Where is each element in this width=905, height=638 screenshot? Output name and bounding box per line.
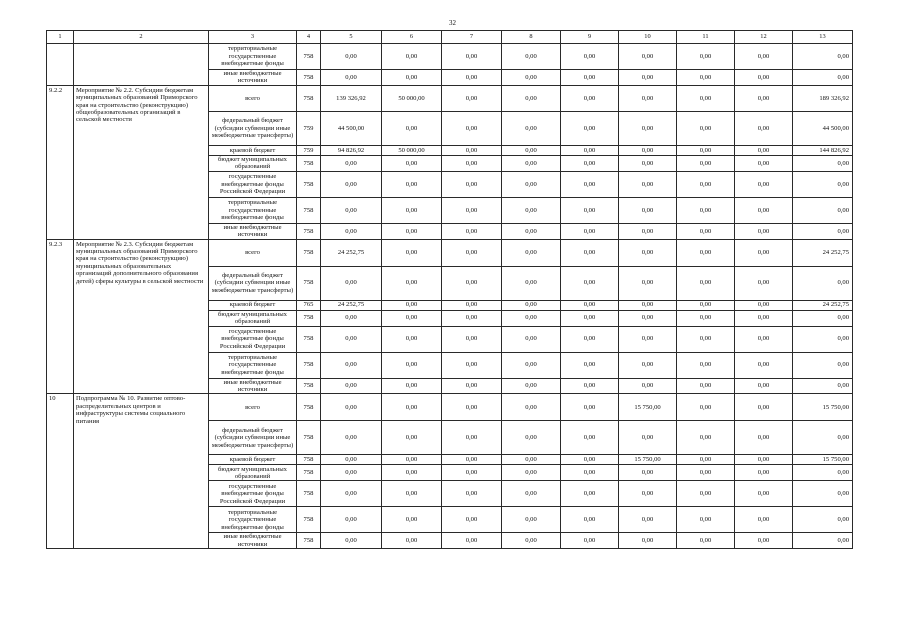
year-value: 0,00 [561, 145, 619, 155]
budget-code: 758 [297, 455, 321, 465]
year-value: 139 326,92 [321, 85, 382, 111]
funding-source: краевой бюджет [209, 455, 297, 465]
year-value: 0,00 [382, 481, 442, 507]
funding-source: всего [209, 394, 297, 421]
year-value: 0,00 [561, 239, 619, 266]
year-value: 0,00 [561, 155, 619, 171]
year-value: 0,00 [321, 465, 382, 481]
year-value: 0,00 [321, 421, 382, 455]
column-number-header: 1 [47, 31, 74, 44]
year-value: 0,00 [677, 507, 735, 533]
year-value: 0,00 [442, 155, 502, 171]
year-value: 0,00 [382, 455, 442, 465]
year-value: 0,00 [382, 507, 442, 533]
funding-source: всего [209, 239, 297, 266]
total-value: 0,00 [793, 197, 853, 223]
funding-source: бюджет муниципальных образований [209, 155, 297, 171]
table-row [47, 239, 853, 266]
column-number-header: 3 [209, 31, 297, 44]
year-value: 0,00 [442, 455, 502, 465]
year-value: 0,00 [735, 44, 793, 70]
year-value: 0,00 [442, 145, 502, 155]
year-value: 0,00 [382, 111, 442, 145]
year-value: 0,00 [321, 533, 382, 549]
year-value: 0,00 [382, 465, 442, 481]
year-value: 0,00 [502, 111, 561, 145]
year-value: 0,00 [735, 326, 793, 352]
table-row [47, 44, 853, 70]
year-value: 0,00 [677, 310, 735, 326]
year-value: 0,00 [442, 465, 502, 481]
funding-source: федеральный бюджет (субсидии субвенции иные межбюджетные трансферты) [209, 421, 297, 455]
year-value: 0,00 [735, 507, 793, 533]
item-name [74, 44, 209, 86]
year-value: 0,00 [502, 145, 561, 155]
funding-source: иные внебюджетные источники [209, 70, 297, 86]
year-value: 0,00 [735, 352, 793, 378]
year-value: 0,00 [677, 481, 735, 507]
budget-code: 758 [297, 394, 321, 421]
total-value: 15 750,00 [793, 394, 853, 421]
year-value: 0,00 [382, 326, 442, 352]
year-value: 0,00 [561, 378, 619, 394]
year-value: 0,00 [442, 85, 502, 111]
item-code: 9.2.2 [47, 85, 74, 239]
year-value: 0,00 [561, 455, 619, 465]
year-value: 0,00 [561, 70, 619, 86]
year-value: 0,00 [619, 266, 677, 300]
total-value: 0,00 [793, 155, 853, 171]
budget-code: 758 [297, 155, 321, 171]
year-value: 0,00 [677, 378, 735, 394]
year-value: 0,00 [502, 326, 561, 352]
funding-source: территориальные государственные внебюджетные фонды [209, 44, 297, 70]
column-number-header: 9 [561, 31, 619, 44]
budget-code: 758 [297, 85, 321, 111]
item-name: Мероприятие № 2.3. Субсидии бюджетам муниципальных образований Приморского края на строительство (реконструкцию) муниципальных образовательных организаций дополнительного образования детей) сферы культуры в сельской местности [74, 239, 209, 394]
year-value: 0,00 [561, 465, 619, 481]
budget-table [46, 30, 853, 549]
year-value: 0,00 [382, 239, 442, 266]
year-value: 0,00 [442, 111, 502, 145]
year-value: 0,00 [442, 44, 502, 70]
year-value: 50 000,00 [382, 85, 442, 111]
budget-code: 758 [297, 352, 321, 378]
total-value: 15 750,00 [793, 455, 853, 465]
header-row [47, 31, 853, 44]
year-value: 0,00 [561, 507, 619, 533]
year-value: 94 826,92 [321, 145, 382, 155]
total-value: 0,00 [793, 352, 853, 378]
year-value: 0,00 [619, 421, 677, 455]
year-value: 0,00 [677, 421, 735, 455]
year-value: 0,00 [321, 266, 382, 300]
column-number-header: 2 [74, 31, 209, 44]
budget-code: 759 [297, 145, 321, 155]
year-value: 0,00 [619, 507, 677, 533]
budget-code: 758 [297, 481, 321, 507]
year-value: 0,00 [382, 197, 442, 223]
budget-code: 758 [297, 239, 321, 266]
year-value: 0,00 [561, 326, 619, 352]
total-value: 144 826,92 [793, 145, 853, 155]
year-value: 15 750,00 [619, 394, 677, 421]
year-value: 0,00 [502, 197, 561, 223]
year-value: 0,00 [382, 223, 442, 239]
year-value: 0,00 [677, 145, 735, 155]
total-value: 0,00 [793, 266, 853, 300]
budget-code: 758 [297, 171, 321, 197]
year-value: 0,00 [382, 171, 442, 197]
year-value: 0,00 [382, 421, 442, 455]
budget-code: 758 [297, 378, 321, 394]
total-value: 0,00 [793, 507, 853, 533]
year-value: 0,00 [502, 44, 561, 70]
year-value: 0,00 [735, 223, 793, 239]
year-value: 0,00 [561, 111, 619, 145]
year-value: 0,00 [619, 326, 677, 352]
year-value: 0,00 [502, 85, 561, 111]
budget-code: 758 [297, 70, 321, 86]
funding-source: бюджет муниципальных образований [209, 465, 297, 481]
year-value: 0,00 [382, 378, 442, 394]
year-value: 0,00 [321, 378, 382, 394]
budget-code: 758 [297, 326, 321, 352]
funding-source: государственные внебюджетные фонды Российской Федерации [209, 326, 297, 352]
column-number-header: 13 [793, 31, 853, 44]
year-value: 0,00 [382, 352, 442, 378]
year-value: 0,00 [735, 155, 793, 171]
item-code: 10 [47, 394, 74, 549]
total-value: 44 500,00 [793, 111, 853, 145]
year-value: 0,00 [735, 394, 793, 421]
funding-source: территориальные государственные внебюджетные фонды [209, 507, 297, 533]
year-value: 0,00 [502, 223, 561, 239]
budget-code: 758 [297, 310, 321, 326]
year-value: 0,00 [561, 223, 619, 239]
year-value: 0,00 [321, 352, 382, 378]
year-value: 0,00 [442, 378, 502, 394]
year-value: 0,00 [442, 239, 502, 266]
year-value: 0,00 [442, 481, 502, 507]
year-value: 0,00 [735, 533, 793, 549]
year-value: 0,00 [735, 378, 793, 394]
year-value: 0,00 [735, 300, 793, 310]
year-value: 0,00 [677, 197, 735, 223]
table-row [47, 394, 853, 421]
funding-source: иные внебюджетные источники [209, 533, 297, 549]
year-value: 0,00 [735, 465, 793, 481]
year-value: 0,00 [382, 44, 442, 70]
total-value: 0,00 [793, 378, 853, 394]
year-value: 0,00 [735, 481, 793, 507]
year-value: 0,00 [321, 223, 382, 239]
year-value: 0,00 [502, 394, 561, 421]
year-value: 0,00 [619, 352, 677, 378]
column-number-header: 4 [297, 31, 321, 44]
year-value: 0,00 [677, 171, 735, 197]
year-value: 24 252,75 [321, 239, 382, 266]
year-value: 0,00 [619, 465, 677, 481]
year-value: 0,00 [735, 85, 793, 111]
year-value: 0,00 [677, 239, 735, 266]
item-code [47, 44, 74, 86]
year-value: 0,00 [619, 171, 677, 197]
budget-code: 758 [297, 266, 321, 300]
year-value: 0,00 [502, 421, 561, 455]
year-value: 0,00 [735, 197, 793, 223]
total-value: 0,00 [793, 310, 853, 326]
table-body [47, 31, 853, 549]
year-value: 0,00 [442, 223, 502, 239]
funding-source: федеральный бюджет (субсидии субвенции иные межбюджетные трансферты) [209, 266, 297, 300]
year-value: 0,00 [442, 326, 502, 352]
column-number-header: 8 [502, 31, 561, 44]
year-value: 0,00 [735, 266, 793, 300]
year-value: 0,00 [502, 533, 561, 549]
year-value: 0,00 [619, 223, 677, 239]
year-value: 0,00 [619, 239, 677, 266]
funding-source: территориальные государственные внебюджетные фонды [209, 352, 297, 378]
total-value: 0,00 [793, 421, 853, 455]
funding-source: территориальные государственные внебюджетные фонды [209, 197, 297, 223]
year-value: 0,00 [619, 70, 677, 86]
funding-source: государственные внебюджетные фонды Российской Федерации [209, 171, 297, 197]
year-value: 44 500,00 [321, 111, 382, 145]
budget-code: 758 [297, 533, 321, 549]
year-value: 0,00 [619, 481, 677, 507]
year-value: 0,00 [321, 394, 382, 421]
year-value: 0,00 [442, 507, 502, 533]
year-value: 0,00 [619, 310, 677, 326]
year-value: 0,00 [321, 455, 382, 465]
year-value: 0,00 [442, 266, 502, 300]
year-value: 0,00 [677, 300, 735, 310]
year-value: 0,00 [321, 155, 382, 171]
year-value: 0,00 [382, 266, 442, 300]
year-value: 0,00 [619, 145, 677, 155]
year-value: 0,00 [442, 171, 502, 197]
column-number-header: 6 [382, 31, 442, 44]
column-number-header: 5 [321, 31, 382, 44]
year-value: 0,00 [619, 111, 677, 145]
total-value: 0,00 [793, 171, 853, 197]
item-name: Мероприятие № 2.2. Субсидии бюджетам муниципальных образований Приморского края на строительство (реконструкцию) общеобразовательных организаций в сельской местности [74, 85, 209, 239]
year-value: 0,00 [382, 310, 442, 326]
year-value: 0,00 [677, 85, 735, 111]
page-number: 32 [449, 19, 456, 27]
budget-code: 765 [297, 300, 321, 310]
total-value: 0,00 [793, 223, 853, 239]
year-value: 0,00 [677, 352, 735, 378]
year-value: 0,00 [442, 533, 502, 549]
year-value: 0,00 [735, 70, 793, 86]
year-value: 0,00 [502, 455, 561, 465]
year-value: 0,00 [677, 326, 735, 352]
year-value: 0,00 [735, 310, 793, 326]
year-value: 0,00 [442, 310, 502, 326]
year-value: 0,00 [382, 300, 442, 310]
year-value: 0,00 [677, 223, 735, 239]
year-value: 0,00 [735, 111, 793, 145]
year-value: 0,00 [502, 352, 561, 378]
funding-source: федеральный бюджет (субсидии субвенции иные межбюджетные трансферты) [209, 111, 297, 145]
year-value: 0,00 [561, 310, 619, 326]
total-value: 0,00 [793, 465, 853, 481]
year-value: 0,00 [677, 533, 735, 549]
funding-source: иные внебюджетные источники [209, 223, 297, 239]
budget-code: 758 [297, 44, 321, 70]
total-value: 0,00 [793, 326, 853, 352]
year-value: 0,00 [321, 507, 382, 533]
year-value: 0,00 [735, 421, 793, 455]
year-value: 0,00 [382, 155, 442, 171]
table-row [47, 85, 853, 111]
column-number-header: 10 [619, 31, 677, 44]
year-value: 0,00 [321, 326, 382, 352]
year-value: 0,00 [502, 465, 561, 481]
year-value: 0,00 [677, 394, 735, 421]
year-value: 0,00 [382, 394, 442, 421]
year-value: 0,00 [321, 44, 382, 70]
year-value: 0,00 [442, 70, 502, 86]
year-value: 0,00 [442, 394, 502, 421]
year-value: 0,00 [619, 155, 677, 171]
year-value: 0,00 [502, 300, 561, 310]
year-value: 0,00 [561, 394, 619, 421]
year-value: 0,00 [735, 455, 793, 465]
year-value: 0,00 [619, 533, 677, 549]
year-value: 0,00 [561, 171, 619, 197]
year-value: 0,00 [382, 533, 442, 549]
year-value: 0,00 [502, 481, 561, 507]
year-value: 0,00 [677, 44, 735, 70]
year-value: 0,00 [321, 70, 382, 86]
year-value: 0,00 [677, 465, 735, 481]
year-value: 0,00 [442, 352, 502, 378]
year-value: 0,00 [619, 197, 677, 223]
column-number-header: 12 [735, 31, 793, 44]
year-value: 0,00 [502, 171, 561, 197]
year-value: 0,00 [561, 85, 619, 111]
year-value: 0,00 [677, 455, 735, 465]
year-value: 0,00 [677, 266, 735, 300]
year-value: 0,00 [561, 44, 619, 70]
year-value: 0,00 [502, 507, 561, 533]
funding-source: иные внебюджетные источники [209, 378, 297, 394]
year-value: 0,00 [321, 310, 382, 326]
year-value: 0,00 [561, 352, 619, 378]
total-value: 189 326,92 [793, 85, 853, 111]
total-value: 0,00 [793, 481, 853, 507]
year-value: 0,00 [442, 300, 502, 310]
year-value: 0,00 [382, 70, 442, 86]
year-value: 0,00 [442, 197, 502, 223]
total-value: 0,00 [793, 533, 853, 549]
year-value: 0,00 [735, 145, 793, 155]
funding-source: государственные внебюджетные фонды Российской Федерации [209, 481, 297, 507]
year-value: 0,00 [561, 481, 619, 507]
budget-code: 758 [297, 507, 321, 533]
year-value: 0,00 [735, 239, 793, 266]
budget-code: 759 [297, 111, 321, 145]
funding-source: краевой бюджет [209, 300, 297, 310]
year-value: 15 750,00 [619, 455, 677, 465]
year-value: 0,00 [619, 300, 677, 310]
year-value: 0,00 [619, 44, 677, 70]
year-value: 0,00 [502, 239, 561, 266]
year-value: 0,00 [502, 378, 561, 394]
year-value: 0,00 [321, 481, 382, 507]
column-number-header: 7 [442, 31, 502, 44]
item-code: 9.2.3 [47, 239, 74, 394]
year-value: 0,00 [735, 171, 793, 197]
year-value: 24 252,75 [321, 300, 382, 310]
budget-code: 758 [297, 197, 321, 223]
year-value: 0,00 [442, 421, 502, 455]
total-value: 0,00 [793, 70, 853, 86]
budget-code: 758 [297, 223, 321, 239]
year-value: 50 000,00 [382, 145, 442, 155]
year-value: 0,00 [561, 533, 619, 549]
funding-source: бюджет муниципальных образований [209, 310, 297, 326]
total-value: 24 252,75 [793, 239, 853, 266]
column-number-header: 11 [677, 31, 735, 44]
year-value: 0,00 [502, 310, 561, 326]
year-value: 0,00 [502, 155, 561, 171]
item-name: Подпрограмма № 10. Развитие оптово-распределительных центров и инфраструктуры системы социального питания [74, 394, 209, 549]
budget-table-container [46, 30, 852, 549]
funding-source: всего [209, 85, 297, 111]
year-value: 0,00 [321, 171, 382, 197]
year-value: 0,00 [502, 70, 561, 86]
year-value: 0,00 [561, 300, 619, 310]
total-value: 24 252,75 [793, 300, 853, 310]
year-value: 0,00 [561, 266, 619, 300]
year-value: 0,00 [677, 70, 735, 86]
year-value: 0,00 [321, 197, 382, 223]
year-value: 0,00 [677, 111, 735, 145]
year-value: 0,00 [502, 266, 561, 300]
budget-code: 758 [297, 465, 321, 481]
year-value: 0,00 [561, 197, 619, 223]
year-value: 0,00 [619, 378, 677, 394]
year-value: 0,00 [561, 421, 619, 455]
funding-source: краевой бюджет [209, 145, 297, 155]
total-value: 0,00 [793, 44, 853, 70]
year-value: 0,00 [677, 155, 735, 171]
budget-code: 758 [297, 421, 321, 455]
year-value: 0,00 [619, 85, 677, 111]
